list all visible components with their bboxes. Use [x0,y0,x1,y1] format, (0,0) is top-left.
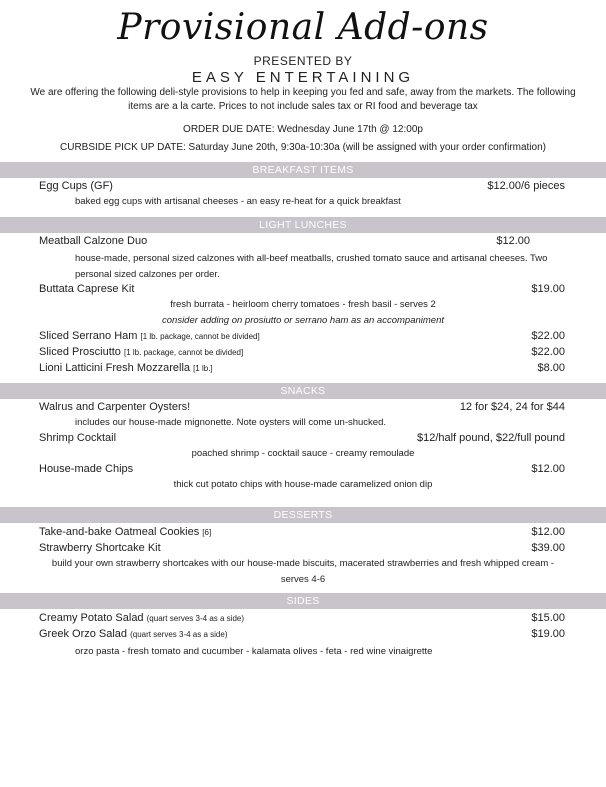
menu-item-description: build your own strawberry shortcakes with our house-made biscuits, macerated strawberries and fresh whipped cream - serves 4-6 [51,558,555,585]
menu-item-note: (quart serves 3-4 as a side) [130,630,228,639]
menu-item-price: $12.00 [531,463,565,475]
menu-item-name-text: Sliced Prosciutto [39,346,121,358]
menu-item-note: [1 lb. package, cannot be divided] [124,348,244,357]
menu-item-price: $22.00 [531,346,565,358]
menu-item-note: [1 lb. package, cannot be divided] [140,332,260,341]
menu-item-price: 12 for $24, 24 for $44 [459,401,565,413]
menu-item-note: consider adding on prosiutto or serrano ham as an accompaniment [162,315,444,326]
menu-item-name-text: Sliced Serrano Ham [39,330,138,342]
menu-item-name-text: Lioni Latticini Fresh Mozzarella [39,362,191,374]
intro-text: We are offering the following deli-style provisions to help in keeping you fed and safe, away from the markets. The following items are a la carte. Prices to not include sales tax or RI food and beverage tax [30,87,576,112]
presented-by: PRESENTED BY [253,54,353,68]
menu-item-note: (quart serves 3-4 as a side) [146,614,244,623]
menu-item-price: $12.00/6 pieces [487,180,565,192]
section-header-desserts: DESSERTS [0,507,606,523]
menu-item-note: [1 lb.] [193,364,213,373]
menu-item-name: Buttata Caprese Kit [39,283,135,295]
menu-item-name-text: Creamy Potato Salad [39,612,144,624]
menu-item-name [39,526,211,538]
menu-item-name: House-made Chips [39,463,134,475]
menu-item-price: $12/half pound, $22/full pound [416,432,565,444]
menu-item-name [39,330,260,342]
menu-item-price: $15.00 [531,612,565,624]
menu-item-description: orzo pasta - fresh tomato and cucumber - kalamata olives - feta - red wine vinaigrette [75,646,433,657]
menu-item-name: Shrimp Cocktail [39,432,117,444]
menu-item-price: $39.00 [531,542,565,554]
menu-item-name [39,612,244,624]
menu-item-description: house-made, personal sized calzones with all-beef meatballs, crushed tomato sauce and artisanal cheeses. Two personal sized calzones per order. [75,253,548,280]
menu-item-name: Meatball Calzone Duo [39,235,148,247]
section-header-sides: SIDES [0,593,606,609]
menu-item-name-text: Greek Orzo Salad [39,628,128,640]
section-header-lunches: LIGHT LUNCHES [0,217,606,233]
menu-item-price: $8.00 [537,362,565,374]
menu-item-description: includes our house-made mignonette. Note oysters will come un-shucked. [75,417,387,428]
menu-item-description: baked egg cups with artisanal cheeses - an easy re-heat for a quick breakfast [75,196,401,207]
pickup-date: CURBSIDE PICK UP DATE: Saturday June 20th, 9:30a-10:30a (will be assigned with your order confirmation) [60,142,546,153]
brand-name: EASY ENTERTAINING [191,69,415,86]
menu-item-name: Egg Cups (GF) [39,180,113,192]
menu-item-name [39,628,227,640]
section-header-breakfast: BREAKFAST ITEMS [0,162,606,178]
menu-item-name: Strawberry Shortcake Kit [39,542,161,554]
section-header-snacks: SNACKS [0,383,606,399]
menu-item-description: poached shrimp - cocktail sauce - creamy remoulade [191,448,415,459]
menu-item-name [39,346,243,358]
menu-item-name: Walrus and Carpenter Oysters! [39,401,191,413]
menu-item-price: $12.00 [531,526,565,538]
menu-item-price: $22.00 [531,330,565,342]
order-due-date: ORDER DUE DATE: Wednesday June 17th @ 12:00p [183,124,423,135]
menu-item-price: $12.00 [496,235,530,247]
menu-item-note: [6] [202,528,212,537]
menu-item-description: fresh burrata - heirloom cherry tomatoes - fresh basil - serves 2 [170,299,436,310]
menu-item-name-text: Take-and-bake Oatmeal Cookies [39,526,200,538]
page-title: Provisional Add-ons [117,7,489,48]
menu-item-name [39,362,213,374]
menu-item-price: $19.00 [531,283,565,295]
menu-item-price: $19.00 [531,628,565,640]
menu-item-description: thick cut potato chips with house-made caramelized onion dip [173,479,433,490]
